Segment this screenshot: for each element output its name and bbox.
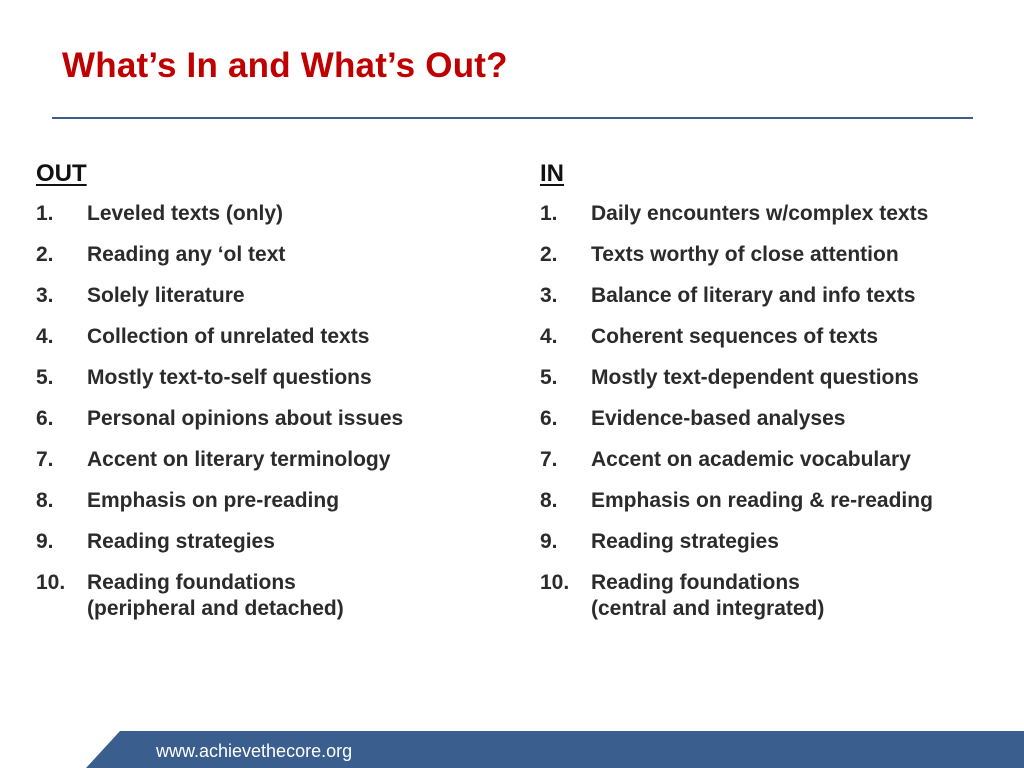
list-item-number: 1.	[36, 202, 54, 225]
list-item	[36, 360, 506, 395]
list-item-number: 5.	[36, 366, 54, 389]
list-item-label: Emphasis on reading & re-reading	[591, 489, 933, 512]
list-item-label: Collection of unrelated texts	[87, 325, 370, 348]
list-item	[36, 483, 506, 518]
list-item	[540, 278, 1010, 313]
list-item	[540, 196, 1010, 231]
list-item	[36, 196, 506, 231]
list-item	[540, 319, 1010, 354]
list-item-text	[87, 442, 506, 477]
list-item-text	[591, 237, 1010, 272]
in-heading: IN	[540, 160, 564, 187]
list-item	[36, 442, 506, 477]
list-item	[36, 319, 506, 354]
list-item-label: Leveled texts (only)	[87, 202, 284, 225]
list-item-number: 9.	[540, 530, 558, 553]
list-item-text	[591, 278, 1010, 313]
list-item-number: 7.	[36, 448, 54, 471]
list-item	[540, 483, 1010, 518]
list-item-label: Reading foundations	[87, 571, 296, 594]
list-item	[540, 565, 1010, 622]
list-item	[36, 524, 506, 559]
out-column	[36, 158, 506, 628]
list-item-number: 7.	[540, 448, 558, 471]
list-item-text	[87, 278, 506, 313]
list-item-label: Reading strategies	[87, 530, 275, 553]
list-item	[540, 401, 1010, 436]
list-item-text	[87, 565, 506, 622]
list-item-sublabel: (peripheral and detached)	[87, 597, 344, 620]
footer-url[interactable]: www.achievethecore.org	[156, 741, 353, 761]
list-item-label: Personal opinions about issues	[87, 407, 404, 430]
list-item-text	[87, 237, 506, 272]
list-item-text	[591, 442, 1010, 477]
list-item-label: Accent on academic vocabulary	[591, 448, 911, 471]
list-item-number: 8.	[36, 489, 54, 512]
list-item-text	[87, 319, 506, 354]
in-column	[540, 158, 1010, 628]
list-item	[540, 237, 1010, 272]
in-list	[540, 196, 1010, 622]
list-item-label: Solely literature	[87, 284, 245, 307]
list-item-number: 3.	[540, 284, 558, 307]
list-item-label: Coherent sequences of texts	[591, 325, 879, 348]
list-item-label: Emphasis on pre-reading	[87, 489, 340, 512]
list-item-label: Mostly text-dependent questions	[591, 366, 919, 389]
list-item-label: Evidence-based analyses	[591, 407, 846, 430]
footer-band	[0, 731, 1024, 768]
list-item-number: 1.	[540, 202, 558, 225]
list-item-text	[591, 196, 1010, 231]
list-item-text	[591, 319, 1010, 354]
list-item	[36, 401, 506, 436]
list-item-number: 10.	[540, 571, 570, 594]
list-item-sublabel: (central and integrated)	[591, 597, 825, 620]
list-item-text	[87, 196, 506, 231]
list-item-text	[591, 483, 1010, 518]
list-item-label: Balance of literary and info texts	[591, 284, 916, 307]
out-heading: OUT	[36, 160, 87, 187]
out-list	[36, 196, 506, 622]
list-item-number: 4.	[36, 325, 54, 348]
list-item-label: Accent on literary terminology	[87, 448, 391, 471]
list-item-number: 3.	[36, 284, 54, 307]
list-item-label: Reading any ‘ol text	[87, 243, 286, 266]
list-item	[36, 565, 506, 622]
list-item-label: Reading strategies	[591, 530, 779, 553]
list-item-number: 2.	[540, 243, 558, 266]
list-item-label: Reading foundations	[591, 571, 800, 594]
list-item	[540, 524, 1010, 559]
list-item	[36, 278, 506, 313]
title-divider	[52, 117, 973, 119]
list-item-text	[591, 524, 1010, 559]
list-item-text	[87, 524, 506, 559]
list-item-text	[87, 360, 506, 395]
list-item-label: Mostly text-to-self questions	[87, 366, 372, 389]
list-item-text	[591, 360, 1010, 395]
list-item	[540, 442, 1010, 477]
list-item-label: Daily encounters w/complex texts	[591, 202, 929, 225]
list-item-number: 9.	[36, 530, 54, 553]
slide-title: What’s In and What’s Out?	[62, 46, 508, 85]
list-item-number: 8.	[540, 489, 558, 512]
list-item-number: 10.	[36, 571, 66, 594]
list-item	[540, 360, 1010, 395]
list-item-text	[87, 401, 506, 436]
list-item	[36, 237, 506, 272]
list-item-text	[87, 483, 506, 518]
list-item-number: 5.	[540, 366, 558, 389]
list-item-number: 2.	[36, 243, 54, 266]
list-item-text	[591, 565, 1010, 622]
list-item-number: 4.	[540, 325, 558, 348]
footer-band-shape	[0, 731, 1024, 768]
list-item-number: 6.	[36, 407, 54, 430]
list-item-text	[591, 401, 1010, 436]
list-item-label: Texts worthy of close attention	[591, 243, 899, 266]
list-item-number: 6.	[540, 407, 558, 430]
